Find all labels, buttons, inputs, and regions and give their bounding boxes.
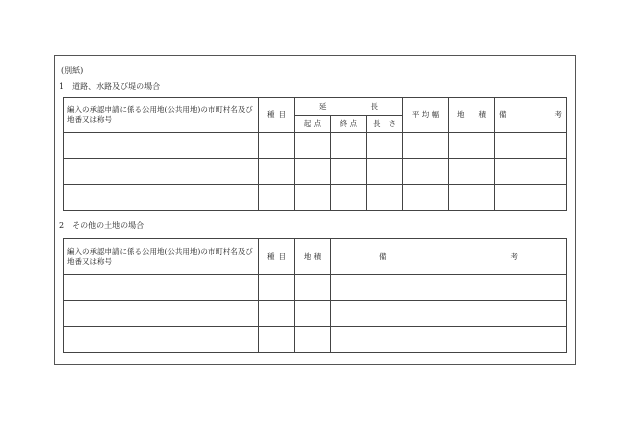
entry-cell[interactable] bbox=[449, 159, 495, 185]
table-row bbox=[64, 275, 567, 301]
entry-cell[interactable] bbox=[449, 185, 495, 211]
table-roads bbox=[63, 97, 567, 211]
header-end: 終 点 bbox=[331, 116, 367, 133]
table-other-land bbox=[63, 238, 567, 353]
annex-label: (別紙) bbox=[61, 66, 84, 75]
entry-cell[interactable] bbox=[64, 159, 259, 185]
table-row bbox=[64, 159, 567, 185]
entry-cell[interactable] bbox=[64, 133, 259, 159]
entry-cell[interactable] bbox=[295, 159, 331, 185]
entry-cell[interactable] bbox=[259, 327, 295, 353]
entry-cell[interactable] bbox=[259, 159, 295, 185]
entry-cell[interactable] bbox=[259, 301, 295, 327]
entry-cell[interactable] bbox=[331, 185, 367, 211]
table-row bbox=[64, 185, 567, 211]
header-area: 地 積 bbox=[295, 239, 331, 275]
header-type: 種 目 bbox=[259, 98, 295, 133]
entry-cell[interactable] bbox=[64, 275, 259, 301]
entry-cell[interactable] bbox=[449, 133, 495, 159]
section1-title: 1 道路、水路及び堤の場合 bbox=[59, 82, 161, 91]
entry-cell[interactable] bbox=[403, 159, 449, 185]
entry-cell[interactable] bbox=[403, 185, 449, 211]
entry-cell[interactable] bbox=[495, 133, 567, 159]
entry-cell[interactable] bbox=[367, 159, 403, 185]
form-sheet bbox=[54, 55, 576, 365]
table-row bbox=[64, 301, 567, 327]
entry-cell[interactable] bbox=[367, 185, 403, 211]
header-length: 延 長 bbox=[295, 98, 403, 116]
entry-cell[interactable] bbox=[403, 133, 449, 159]
header-area: 地 積 bbox=[449, 98, 495, 133]
entry-cell[interactable] bbox=[64, 185, 259, 211]
header-start: 起 点 bbox=[295, 116, 331, 133]
header-name-col: 編入の承認申請に係る公用地(公共用地)の市町村名及び地番又は称号 bbox=[64, 98, 259, 133]
header-remarks: 備 考 bbox=[495, 98, 567, 133]
entry-cell[interactable] bbox=[259, 275, 295, 301]
header-avg-width: 平 均 幅 bbox=[403, 98, 449, 133]
entry-cell[interactable] bbox=[259, 133, 295, 159]
entry-cell[interactable] bbox=[295, 327, 331, 353]
entry-cell[interactable] bbox=[259, 185, 295, 211]
entry-cell[interactable] bbox=[295, 133, 331, 159]
table-row bbox=[64, 133, 567, 159]
entry-cell[interactable] bbox=[64, 301, 259, 327]
entry-cell[interactable] bbox=[367, 133, 403, 159]
entry-cell[interactable] bbox=[495, 159, 567, 185]
entry-cell[interactable] bbox=[331, 159, 367, 185]
entry-cell[interactable] bbox=[331, 275, 567, 301]
entry-cell[interactable] bbox=[295, 301, 331, 327]
entry-cell[interactable] bbox=[331, 133, 367, 159]
header-len: 長 さ bbox=[367, 116, 403, 133]
table-row bbox=[64, 327, 567, 353]
header-remarks: 備 考 bbox=[331, 239, 567, 275]
entry-cell[interactable] bbox=[495, 185, 567, 211]
header-name-col: 編入の承認申請に係る公用地(公共用地)の市町村名及び地番又は称号 bbox=[64, 239, 259, 275]
header-type: 種 目 bbox=[259, 239, 295, 275]
entry-cell[interactable] bbox=[331, 301, 567, 327]
entry-cell[interactable] bbox=[295, 185, 331, 211]
section2-title: 2 その他の土地の場合 bbox=[59, 221, 145, 230]
entry-cell[interactable] bbox=[331, 327, 567, 353]
entry-cell[interactable] bbox=[295, 275, 331, 301]
entry-cell[interactable] bbox=[64, 327, 259, 353]
